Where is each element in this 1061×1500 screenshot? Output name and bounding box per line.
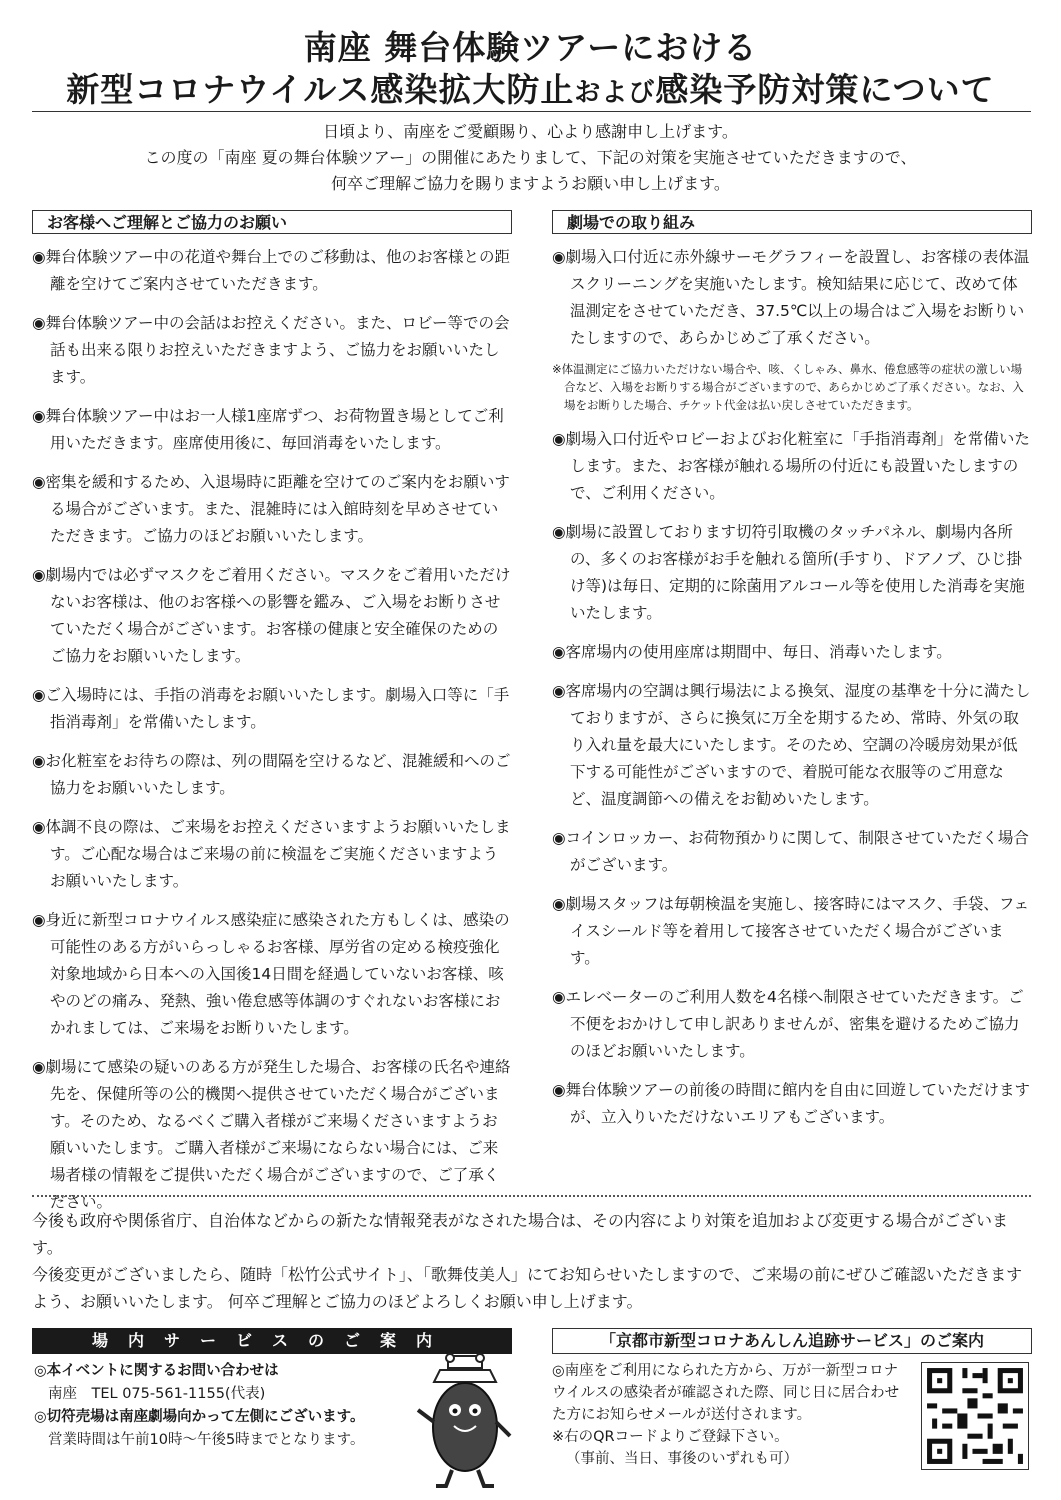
list-item: ◉客席場内の空調は興行場法による換気、湿度の基準を十分に満たしておりますが、さらに換気に万全を期するため、常時、外気の取り入れ量を最大にいたします。そのため、空調の冷暖房効果が低下する可能性がございますので、着脱可能な衣服等のご用意など、温度調節への備えをお勧めいたします。 xyxy=(552,682,1031,808)
trace-line: ◎南座をご利用になられた方から、万が一新型コロナウイルスの感染者が確認された際、同じ日に居合わせた方にお知らせメールが送付されます。 xyxy=(552,1363,900,1423)
list-item: ◉密集を緩和するため、入退場時に距離を空けてのご案内をお願いする場合がございます。また、混雑時には入館時刻を早めさせていただきます。ご協力のほどお願いいたします。 xyxy=(32,473,510,545)
dotted-divider xyxy=(32,1195,1031,1197)
list-item: ◉舞台体験ツアー中の花道や舞台上でのご移動は、他のお客様との距離を空けてご案内させていただきます。 xyxy=(32,248,511,293)
list-item: ◉舞台体験ツアーの前後の時間に館内を自由に回遊していただけますが、立入りいただけないエリアもございます。 xyxy=(552,1081,1031,1126)
list-item: ◉エレベーターのご利用人数を4名様へ制限させていただきます。ご不便をおかけして申し訳ありませんが、密集を避けるためご協力のほどお願いいたします。 xyxy=(552,988,1024,1060)
right-column xyxy=(552,244,1032,1143)
service-info xyxy=(34,1360,365,1452)
list-item: ◉劇場にて感染の疑いのある方が発生した場合、お客様の氏名や連絡先を、保健所等の公的機関へ提供させていただく場合がございます。そのため、なるべくご購入者様がご来場くださいますようお願いいたします。ご購入者様がご来場にならない場合には、ご来場者様の情報をご提供いただく場合がございますので、ご了承ください。 xyxy=(32,1058,511,1211)
list-item: ◉客席場内の使用座席は期間中、毎日、消毒いたします。 xyxy=(552,643,952,661)
intro-line: 日頃より、南座をご愛顧賜り、心より感謝申し上げます。 xyxy=(323,122,738,141)
list-item: ◉舞台体験ツアー中の会話はお控えください。また、ロビー等での会話も出来る限りお控えいただきますよう、ご協力をお願いいたします。 xyxy=(32,314,510,386)
intro xyxy=(0,119,1061,197)
right-section-heading: 劇場での取り組み xyxy=(552,210,1032,234)
title-end: 感染予防対策について xyxy=(655,70,995,109)
list-item: ◉体調不良の際は、ご来場をお控えくださいますようお願いいたします。ご心配な場合はご来場の前に検温をご実施くださいますようお願いいたします。 xyxy=(32,818,511,890)
left-section-heading: お客様へご理解とご協力のお願い xyxy=(32,210,512,234)
trace-info xyxy=(552,1360,912,1470)
list-item: ◉劇場入口付近に赤外線サーモグラフィーを設置し、お客様の表体温スクリーニングを実施いたします。検知結果に応じて、改めて体温測定をさせていただき、37.5℃以上の場合はご入場をお断りいたしますので、あらかじめご了承ください。 xyxy=(552,248,1030,347)
title-divider xyxy=(32,111,1031,112)
title-small: および xyxy=(574,78,656,108)
list-item: ◉劇場に設置しております切符引取機のタッチパネル、劇場内各所の、多くのお客様がお手を触れる箇所(手すり、ドアノブ、ひじ掛け等)は毎日、定期的に除菌用アルコール等を使用した消毒を実施いたします。 xyxy=(552,523,1025,622)
service-line: ◎本イベントに関するお問い合わせは xyxy=(34,1363,279,1379)
trace-heading: 「京都市新型コロナあんしん追跡サービス」のご案内 xyxy=(552,1328,1032,1354)
trace-line: （事前、当日、事後のいずれも可） xyxy=(566,1451,798,1467)
title-main: 新型コロナウイルス感染拡大防止 xyxy=(66,70,575,109)
left-column xyxy=(32,244,512,1228)
service-line: 南座 TEL 075-561-1155(代表) xyxy=(48,1386,266,1402)
closing-paragraph: 今後も政府や関係省庁、自治体などからの新たな情報発表がなされた場合は、その内容により対策を追加および変更する場合がございます。 xyxy=(32,1211,1009,1257)
page-title-line1: 南座 舞台体験ツアーにおける xyxy=(303,28,758,67)
service-heading: 場内サービスのご案内 xyxy=(32,1328,512,1354)
mascot-illustration xyxy=(410,1352,520,1492)
service-line: 営業時間は午前10時〜午後5時までとなります。 xyxy=(48,1432,365,1448)
intro-line: この度の「南座 夏の舞台体験ツアー」の開催にあたりまして、下記の対策を実施させていただきますので、 xyxy=(144,148,917,167)
list-item: ◉コインロッカー、お荷物預かりに関して、制限させていただく場合がございます。 xyxy=(552,829,1029,874)
intro-line: 何卒ご理解ご協力を賜りますようお願い申し上げます。 xyxy=(331,174,730,193)
closing-text xyxy=(32,1207,1032,1315)
list-item: ◉劇場内では必ずマスクをご着用ください。マスクをご着用いただけないお客様は、他のお客様への影響を鑑み、ご入場をお断りさせていただく場合がございます。お客様の健康と安全確保のためのご協力をお願いいたします。 xyxy=(32,566,511,665)
qr-code-icon[interactable] xyxy=(921,1362,1029,1470)
list-item: ◉お化粧室をお待ちの際は、列の間隔を空けるなど、混雑緩和へのご協力をお願いいたします。 xyxy=(32,752,511,797)
note-text: ※体温測定にご協力いただけない場合や、咳、くしゃみ、鼻水、倦怠感等の症状の激しい場合など、入場をお断りする場合がございますので、あらかじめご了承ください。なお、入場をお断りした場合、チケット代金は払い戻しさせていただきます。 xyxy=(552,362,1024,412)
closing-paragraph: 今後変更がございましたら、随時「松竹公式サイト」、「歌舞伎美人」にてお知らせいたしますので、ご来場の前にぜひご確認いただきますよう、お願いいたします。 何卒ご理解とご協力のほどよろしくお願い申し上げます。 xyxy=(32,1265,1023,1311)
list-item: ◉ご入場時には、手指の消毒をお願いいたします。劇場入口等に「手指消毒剤」を常備いたします。 xyxy=(32,686,510,731)
page-title-line2 xyxy=(0,64,1061,111)
list-item: ◉身近に新型コロナウイルス感染症に感染された方もしくは、感染の可能性のある方がいらっしゃるお客様、厚労省の定める検疫強化対象地域から日本への入国後14日間を経過していないお客様、咳やのどの痛み、発熱、強い倦怠感等体調のすぐれないお客様におかれましては、ご来場をお断りいたします。 xyxy=(32,911,510,1037)
list-item: ◉舞台体験ツアー中はお一人様1座席ずつ、お荷物置き場としてご利用いただきます。座席使用後に、毎回消毒をいたします。 xyxy=(32,407,504,452)
list-item: ◉劇場入口付近やロビーおよびお化粧室に「手指消毒剤」を常備いたします。また、お客様が触れる場所の付近にも設置いたしますので、ご利用ください。 xyxy=(552,430,1030,502)
service-line: ◎切符売場は南座劇場向かって左側にございます。 xyxy=(34,1409,365,1425)
trace-line: ※右のQRコードよりご登録下さい。 xyxy=(552,1429,789,1445)
list-item: ◉劇場スタッフは毎朝検温を実施し、接客時にはマスク、手袋、フェイスシールド等を着用して接客させていただく場合がございます。 xyxy=(552,895,1030,967)
